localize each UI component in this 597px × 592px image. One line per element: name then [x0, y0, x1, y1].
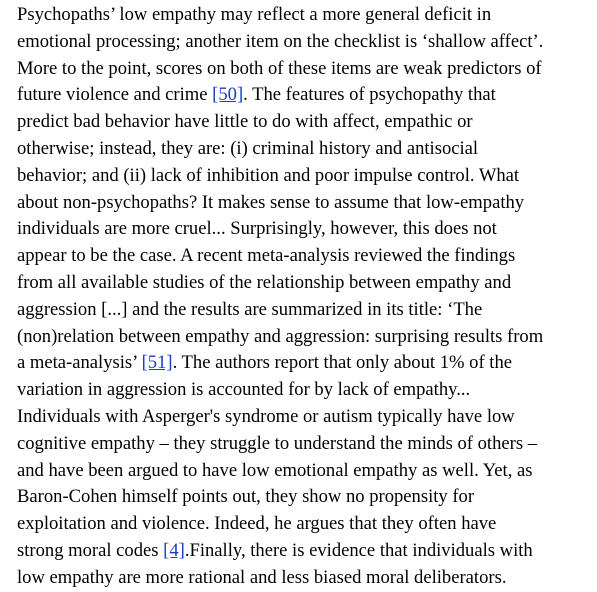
- text-line: [17, 431, 592, 458]
- text-line: [17, 511, 592, 538]
- text-span: individuals are more cruel... Surprisingly, however, this does not: [17, 218, 497, 240]
- citation-link-4[interactable]: [4]: [163, 539, 185, 561]
- text-span: exploitation and violence. Indeed, he argues that they often have: [17, 513, 497, 535]
- text-span: behavior; and (ii) lack of inhibition and poor impulse control. What: [17, 164, 520, 186]
- text-span: and have been argued to have low emotional empathy as well. Yet, as: [17, 459, 533, 481]
- text-line: [17, 538, 592, 565]
- text-span: variation in aggression is accounted for by lack of empathy...: [17, 379, 471, 401]
- text-span: emotional processing; another item on the checklist is ‘shallow affect’.: [17, 30, 544, 52]
- text-span: Psychopaths’ low empathy may reflect a more general deficit in: [17, 4, 492, 25]
- text-line: [17, 190, 592, 217]
- text-line: [17, 29, 592, 56]
- text-span: aggression [...] and the results are summarized in its title: ‘The: [17, 298, 483, 320]
- text-line: [17, 109, 592, 136]
- citation-link-51[interactable]: [51]: [141, 352, 173, 374]
- text-line: [17, 56, 592, 83]
- text-span: . The features of psychopathy that: [243, 84, 496, 106]
- text-span: More to the point, scores on both of these items are weak predictors of: [17, 57, 542, 79]
- text-line: [17, 350, 592, 377]
- text-span: from all available studies of the relationship between empathy and: [17, 271, 512, 293]
- citation-link-50[interactable]: [50]: [212, 84, 244, 106]
- text-span: cognitive empathy – they struggle to understand the minds of others –: [17, 432, 538, 454]
- text-span: Individuals with Asperger's syndrome or autism typically have low: [17, 405, 515, 427]
- text-span: .Finally, there is evidence that individuals with: [184, 539, 533, 561]
- text-span: . The authors report that only about 1% of the: [172, 352, 513, 374]
- text-line: [17, 458, 592, 485]
- document-body: [17, 2, 592, 592]
- text-line: [17, 484, 592, 511]
- text-span: appear to be the case. A recent meta-analysis reviewed the findings: [17, 245, 516, 267]
- text-span: (non)relation between empathy and aggression: surprising results from: [17, 325, 544, 347]
- text-line: [17, 404, 592, 431]
- text-span: a meta-analysis’: [17, 352, 142, 374]
- text-span: future violence and crime: [17, 84, 213, 106]
- text-line: [17, 243, 592, 270]
- text-line: [17, 297, 592, 324]
- text-line: [17, 377, 592, 404]
- text-span: otherwise; instead, they are: (i) criminal history and antisocial: [17, 137, 479, 159]
- text-span: about non-psychopaths? It makes sense to assume that low-empathy: [17, 191, 525, 213]
- text-line: [17, 82, 592, 109]
- text-line: [17, 136, 592, 163]
- text-span: low empathy are more rational and less biased moral deliberators.: [17, 566, 507, 588]
- text-span: predict bad behavior have little to do with affect, empathic or: [17, 111, 473, 133]
- text-line: [17, 270, 592, 297]
- text-line: [17, 163, 592, 190]
- text-span: Baron-Cohen himself points out, they show no propensity for: [17, 486, 475, 508]
- text-line: [17, 216, 592, 243]
- text-span: strong moral codes: [17, 539, 164, 561]
- text-line: [17, 2, 592, 29]
- text-line: [17, 565, 592, 592]
- text-line: [17, 324, 592, 351]
